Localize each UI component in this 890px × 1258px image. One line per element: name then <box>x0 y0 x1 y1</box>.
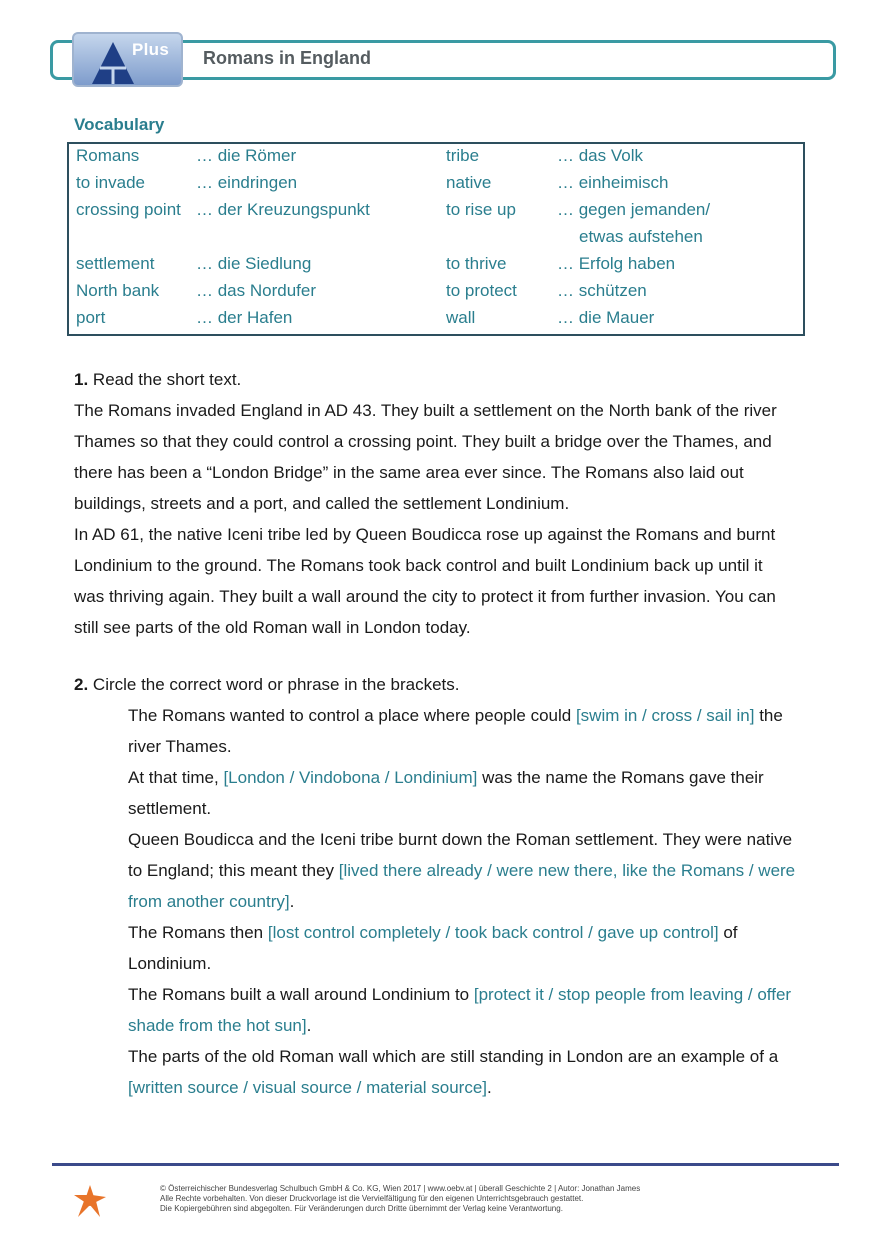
exercise-line <box>128 824 792 855</box>
line-text: At that time, <box>128 768 224 787</box>
vocab-english: tribe <box>446 146 480 165</box>
task-number: 1. <box>74 370 89 389</box>
vocab-english: to invade <box>76 173 145 192</box>
text-line: there has been a “London Bridge” in the same area ever since. The Romans also laid out <box>74 463 744 482</box>
vocab-german: … die Mauer <box>557 308 655 327</box>
text-line: The Romans invaded England in AD 43. They built a settlement on the North bank of the river <box>74 401 777 420</box>
text-line: Londinium to the ground. The Romans took back control and built Londinium back up until it <box>74 556 763 575</box>
copyright-notice <box>160 1184 640 1214</box>
footer-line: Die Kopiergebühren sind abgegolten. Für Veränderungen durch Dritte übernimmt der Verlag keine Verantwortung. <box>160 1204 563 1213</box>
exercise-line <box>128 1041 778 1072</box>
vocab-german: … der Kreuzungspunkt <box>196 200 370 219</box>
vocab-german: … schützen <box>557 281 647 300</box>
line-text: of <box>718 923 738 942</box>
line-text: was the name the Romans gave their <box>477 768 764 787</box>
plus-logo <box>72 32 183 87</box>
exercise-line <box>128 886 294 917</box>
vocab-german: … die Römer <box>196 146 297 165</box>
exercise-line <box>128 948 211 979</box>
task-number: 2. <box>74 675 89 694</box>
line-text: Queen Boudicca and the Iceni tribe burnt down the Roman settlement. They were native <box>128 830 793 849</box>
line-text: The Romans wanted to control a place where people could <box>128 706 576 725</box>
line-text: . <box>289 892 295 911</box>
answer-choices[interactable]: [protect it / stop people from leaving / offer <box>473 985 792 1004</box>
exercise-line <box>128 700 783 731</box>
line-text: river Thames. <box>128 737 232 756</box>
answer-choices[interactable]: shade from the hot sun] <box>128 1016 307 1035</box>
pyramid-icon <box>90 40 136 86</box>
text-line: buildings, streets and a port, and called the settlement Londinium. <box>74 494 570 513</box>
vocab-english: crossing point <box>76 200 181 219</box>
instruction-text: Read the short text. <box>88 370 242 389</box>
page-title: Romans in England <box>203 48 372 68</box>
line-text: Londinium. <box>128 954 212 973</box>
answer-choices[interactable]: [written source / visual source / material source] <box>128 1078 488 1097</box>
exercise-line <box>128 1072 492 1103</box>
line-text: settlement. <box>128 799 212 818</box>
text-line: In AD 61, the native Iceni tribe led by Queen Boudicca rose up against the Romans and burnt <box>74 525 776 544</box>
text-line: still see parts of the old Roman wall in London today. <box>74 618 471 637</box>
footer-line: © Österreichischer Bundesverlag Schulbuch GmbH & Co. KG, Wien 2017 | www.oebv.at | überall Geschichte 2 | Autor: Jonathan James <box>160 1184 641 1193</box>
vocab-german: … die Siedlung <box>196 254 312 273</box>
line-text: . <box>306 1016 312 1035</box>
vocab-english: wall <box>446 308 476 327</box>
exercise-line <box>128 793 211 824</box>
vocab-german: … eindringen <box>196 173 298 192</box>
exercise-line <box>128 762 764 793</box>
line-text: to England; this meant they <box>128 861 339 880</box>
vocab-english: port <box>76 308 106 327</box>
exercise-line <box>128 917 738 948</box>
vocab-english: North bank <box>76 281 160 300</box>
vocab-english: to protect <box>446 281 517 300</box>
answer-choices[interactable]: [lived there already / were new there, like the Romans / were <box>338 861 796 880</box>
vocabulary-heading: Vocabulary <box>74 115 165 134</box>
vocab-english: to rise up <box>446 200 516 219</box>
vocab-german: … das Nordufer <box>196 281 316 300</box>
vocab-german: … das Volk <box>557 146 643 165</box>
vocab-english: settlement <box>76 254 155 273</box>
task-1-instruction <box>74 364 241 395</box>
logo-text: Plus <box>132 40 170 59</box>
exercise-line <box>128 855 795 886</box>
line-text: the <box>754 706 783 725</box>
vocab-english: to thrive <box>446 254 507 273</box>
footer-divider <box>52 1163 839 1166</box>
answer-choices[interactable]: [London / Vindobona / Londinium] <box>223 768 478 787</box>
instruction-text: Circle the correct word or phrase in the brackets. <box>88 675 460 694</box>
exercise-line <box>128 731 232 762</box>
publisher-logo-icon <box>72 1183 108 1219</box>
answer-choices[interactable]: [lost control completely / took back control / gave up control] <box>267 923 719 942</box>
text-line: was thriving again. They built a wall around the city to protect it from further invasion. You can <box>74 587 776 606</box>
exercise-line <box>128 1010 311 1041</box>
exercise-line <box>128 979 791 1010</box>
vocab-german: … einheimisch <box>557 173 669 192</box>
line-text: The Romans built a wall around Londinium to <box>128 985 474 1004</box>
answer-choices[interactable]: [swim in / cross / sail in] <box>575 706 755 725</box>
vocab-german: … der Hafen <box>196 308 293 327</box>
answer-choices[interactable]: from another country] <box>128 892 290 911</box>
vocab-german: … Erfolg haben <box>557 254 676 273</box>
line-text: . <box>487 1078 492 1097</box>
line-text: The Romans then <box>128 923 268 942</box>
text-line: Thames so that they could control a crossing point. They built a bridge over the Thames, and <box>74 432 772 451</box>
vocab-english: native <box>446 173 492 192</box>
vocab-german-continued: etwas aufstehen <box>579 227 703 246</box>
line-text: The parts of the old Roman wall which are still standing in London are an example of a <box>128 1047 779 1066</box>
vocab-english: Romans <box>76 146 140 165</box>
task-2-instruction <box>74 669 460 700</box>
vocabulary-box <box>67 142 805 336</box>
footer-line: Alle Rechte vorbehalten. Von dieser Druckvorlage ist die Vervielfältigung für den eigenen Unterrichtsgebrauch gestattet. <box>160 1194 584 1203</box>
vocab-german: … gegen jemanden/ <box>557 200 711 219</box>
